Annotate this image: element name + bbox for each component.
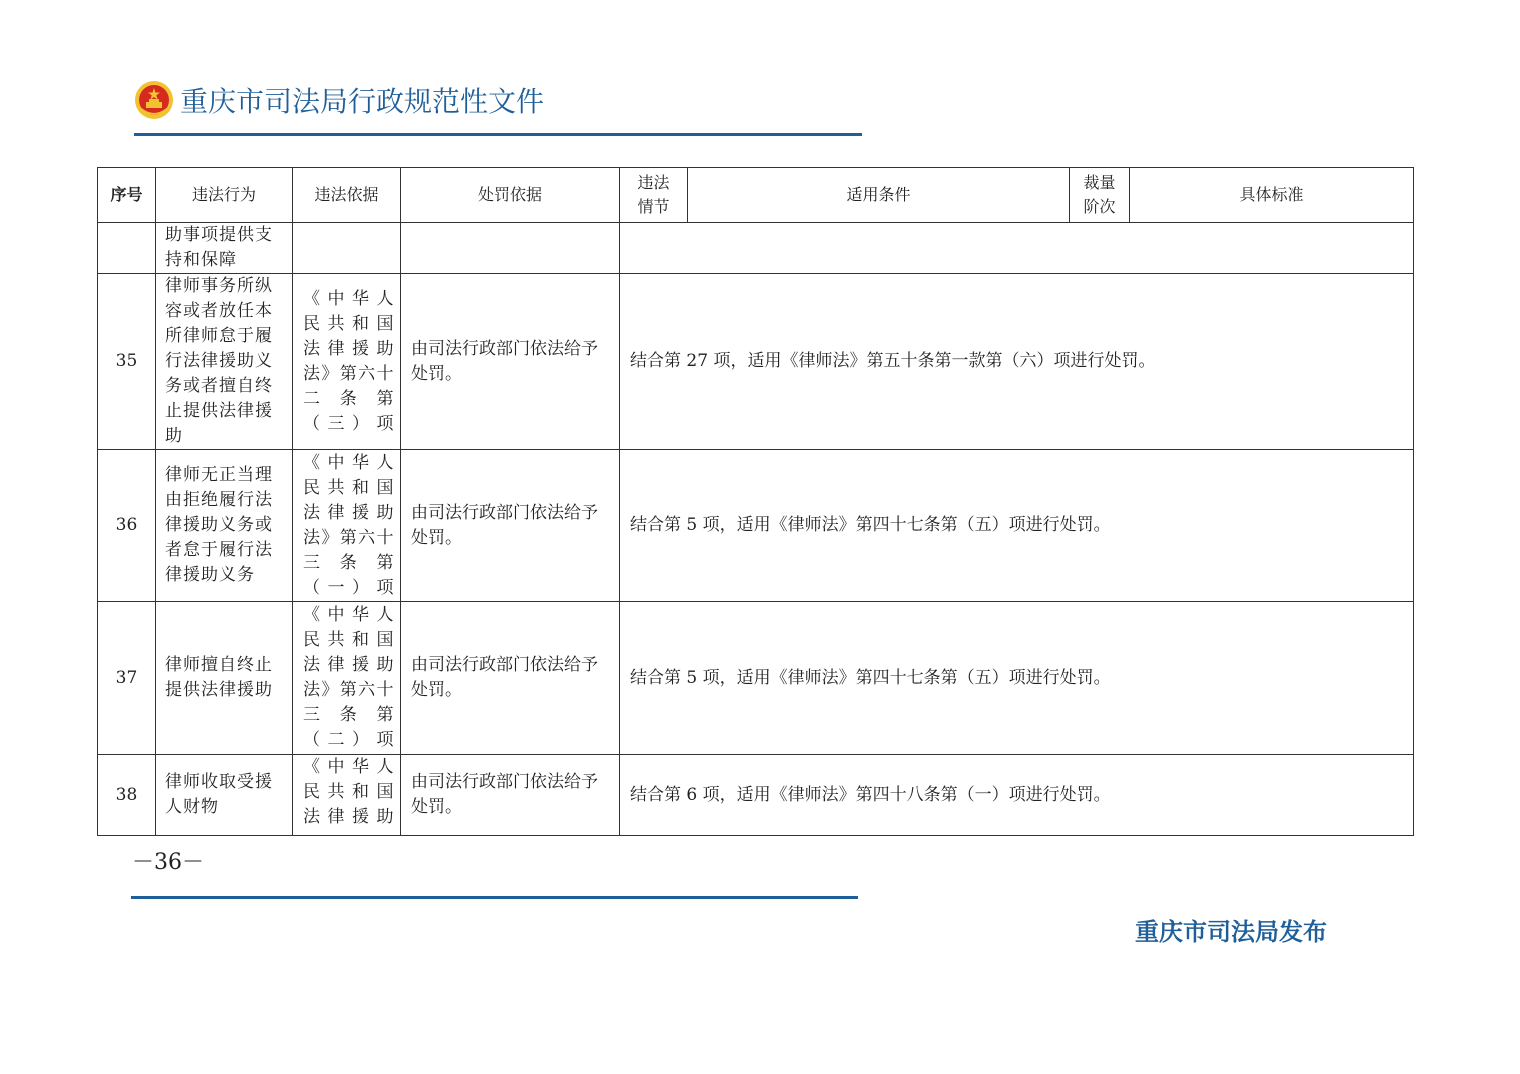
basis-line: 法律援助 [303,338,394,359]
basis-line: 法律援助 [303,807,394,827]
cell-basis [293,223,401,274]
basis-line: 三条第 [303,552,394,573]
cell-basis [293,274,401,450]
header-basis: 违法依据 [293,168,401,223]
cell-behavior: 律师事务所纵容或者放任本所律师怠于履行法律援助义务或者擅自终止提供法律援助 [156,274,293,450]
basis-line: （三）项 [303,413,394,434]
cell-penalty: 由司法行政部门依法给予处罚。 [401,755,620,836]
basis-line: 法律援助 [303,502,394,523]
cell-seq: 37 [98,602,156,755]
cell-basis [293,602,401,755]
cell-penalty: 由司法行政部门依法给予处罚。 [401,602,620,755]
cell-behavior: 律师无正当理由拒绝履行法律援助义务或者怠于履行法律援助义务 [156,450,293,602]
footer-rule [131,896,858,899]
document-title: 重庆市司法局行政规范性文件 [180,85,545,118]
basis-line: 民共和国 [303,782,394,802]
basis-line: 法律援助 [303,655,394,675]
basis-line: 民共和国 [303,477,394,498]
cell-seq: 35 [98,274,156,450]
table-header-row [98,168,1414,223]
basis-line: 法》第六十 [303,527,394,548]
header-standard: 具体标准 [1130,168,1414,223]
header-level-line1: 裁量 [1083,173,1116,192]
basis-line: 三条第 [303,705,394,725]
header-level [1070,168,1130,223]
national-emblem-icon [134,80,174,120]
cell-standard: 结合第 5 项，适用《律师法》第四十七条第（五）项进行处罚。 [620,602,1414,755]
basis-line: （二）项 [303,730,394,750]
basis-line: 法》第六十 [303,680,394,700]
cell-standard: 结合第 5 项，适用《律师法》第四十七条第（五）项进行处罚。 [620,450,1414,602]
header-plot-line2: 情节 [637,197,670,216]
cell-standard: 结合第 6 项，适用《律师法》第四十八条第（一）项进行处罚。 [620,755,1414,836]
header-plot-line1: 违法 [637,173,670,192]
header-condition: 适用条件 [688,168,1070,223]
header-plot [620,168,688,223]
basis-line: （一）项 [303,577,394,598]
cell-penalty: 由司法行政部门依法给予处罚。 [401,274,620,450]
cell-behavior: 助事项提供支持和保障 [156,223,293,274]
cell-standard [620,223,1414,274]
penalty-standard-table [97,167,1414,836]
basis-line: 法》第六十 [303,363,394,384]
header-penalty: 处罚依据 [401,168,620,223]
cell-standard: 结合第 27 项，适用《律师法》第五十条第一款第（六）项进行处罚。 [620,274,1414,450]
header-behavior: 违法行为 [156,168,293,223]
basis-line: 《中华人 [303,757,394,777]
cell-seq: 36 [98,450,156,602]
basis-line: 民共和国 [303,630,394,650]
cell-basis [293,450,401,602]
header-rule [134,133,862,136]
cell-behavior: 律师擅自终止提供法律援助 [156,602,293,755]
table-row [98,450,1414,602]
cell-seq [98,223,156,274]
page-number: －36－ [132,850,204,875]
table-row [98,274,1414,450]
document-header [134,78,544,122]
cell-penalty [401,223,620,274]
header-level-line2: 阶次 [1083,197,1116,216]
table-row [98,755,1414,836]
publisher-label: 重庆市司法局发布 [1135,918,1327,946]
basis-line: 民共和国 [303,313,394,334]
table-row-continuation [98,223,1414,274]
cell-basis [293,755,401,836]
basis-line: 《中华人 [303,452,394,473]
basis-line: 《中华人 [303,605,394,625]
header-seq: 序号 [98,168,156,223]
cell-penalty: 由司法行政部门依法给予处罚。 [401,450,620,602]
cell-seq: 38 [98,755,156,836]
cell-behavior: 律师收取受援人财物 [156,755,293,836]
basis-line: 《中华人 [303,288,394,309]
basis-line: 二条第 [303,388,394,409]
table-row [98,602,1414,755]
